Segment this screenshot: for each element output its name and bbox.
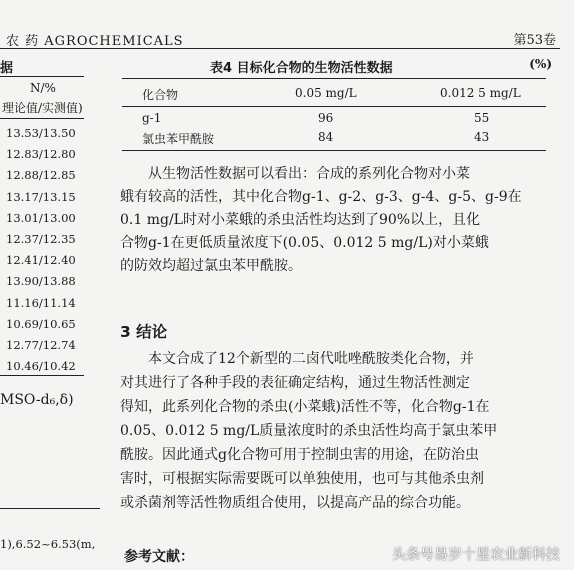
para2-line-1: 本文合成了12个新型的二卤代吡唑酰胺类化合物，并	[148, 351, 474, 367]
left-table-value: 10.46/10.42	[6, 359, 76, 374]
table4-row2-val1: 84	[318, 130, 334, 144]
para1-line-5: 的防效均超过氯虫苯甲酰胺。	[120, 258, 302, 274]
left-table-value: 13.01/13.00	[6, 210, 76, 225]
references-title: 参考文献：	[124, 549, 194, 565]
left-table-value: 12.83/12.80	[6, 147, 76, 162]
section-title: 3 结论	[120, 323, 168, 341]
table4-header-conc2: 0.012 5 mg/L	[440, 86, 521, 100]
left-table-value: 13.53/13.50	[6, 126, 76, 140]
left-table-value: 13.17/13.15	[6, 189, 76, 204]
journal-header: 农 药 AGROCHEMICALS	[6, 34, 184, 49]
table4-header-rule	[122, 106, 546, 107]
header-rule	[0, 48, 560, 49]
watermark: 头条号易岁十星农业新科技	[392, 547, 560, 563]
table4-bottom-rule	[122, 150, 546, 151]
left-table-value: 12.41/12.40	[6, 253, 76, 268]
para2-line-7: 或杀菌剂等活性物质组合使用，以提高产品的综合功能。	[120, 495, 470, 511]
left-table-value: 11.16/11.14	[6, 295, 76, 310]
left-table-value: 12.77/12.74	[6, 338, 76, 352]
table4-row2-compound: 氯虫苯甲酰胺	[142, 132, 215, 146]
left-table-value: 12.37/12.35	[6, 232, 76, 246]
para1-line-4: 合物g-1在更低质量浓度下(0.05、0.012 5 mg/L)对小菜蛾	[120, 235, 489, 251]
table4-title: 表4 目标化合物的生物活性数据	[210, 61, 393, 76]
left-table-col-header: 理论值/实测值)	[2, 101, 83, 115]
para2-line-5: 酰胺。因此通式g化合物可用于控制虫害的用途，在防治虫	[120, 447, 479, 463]
para1-line-2: 蛾有较高的活性，其中化合物g-1、g-2、g-3、g-4、g-5、g-9在	[120, 189, 522, 205]
para1-line-1: 从生物活性数据可以看出：合成的系列化合物对小菜	[148, 166, 470, 182]
para2-line-4: 0.05、0.012 5 mg/L质量浓度时的杀虫活性均高于氯虫苯甲	[120, 423, 498, 439]
para2-line-3: 得知，此系列化合物的杀虫(小菜蛾)活性不等，化合物g-1在	[120, 399, 490, 415]
table4-unit: (%)	[529, 57, 552, 71]
ref-fragment: 1),6.52~6.53(m,	[0, 537, 96, 551]
para2-line-2: 对其进行了各种手段的表征确定结构，通过生物活性测定	[120, 375, 470, 391]
left-table-unit: N/%	[30, 81, 56, 95]
volume-label: 第53卷	[513, 33, 556, 48]
left-table-value: 10.69/10.65	[6, 316, 76, 331]
para1-line-3: 0.1 mg/L时对小菜蛾的杀虫活性均达到了90%以上，且化	[120, 212, 481, 228]
left-table-title-fragment: 据	[0, 61, 14, 76]
table4-header-conc1: 0.05 mg/L	[295, 86, 357, 100]
nmr-solvent-fragment: MSO-d₆,δ)	[0, 392, 74, 408]
left-table-bottom-rule	[0, 375, 84, 376]
table4-row1-val1: 96	[318, 111, 334, 125]
left-table-header-rule	[0, 118, 84, 119]
left-ref-rule	[0, 508, 100, 509]
table4-row2-val2: 43	[474, 130, 490, 144]
table4-row1-compound: g-1	[142, 111, 162, 125]
left-table-value: 13.90/13.88	[6, 274, 76, 289]
para2-line-6: 害时，可根据实际需要既可以单独使用，也可与其他杀虫剂	[120, 471, 484, 487]
left-table-top-rule	[0, 76, 84, 77]
left-table-value: 12.88/12.85	[6, 168, 76, 183]
table4-row1-val2: 55	[474, 111, 490, 125]
table4-top-rule	[122, 78, 546, 79]
table4-header-compound: 化合物	[142, 88, 179, 102]
